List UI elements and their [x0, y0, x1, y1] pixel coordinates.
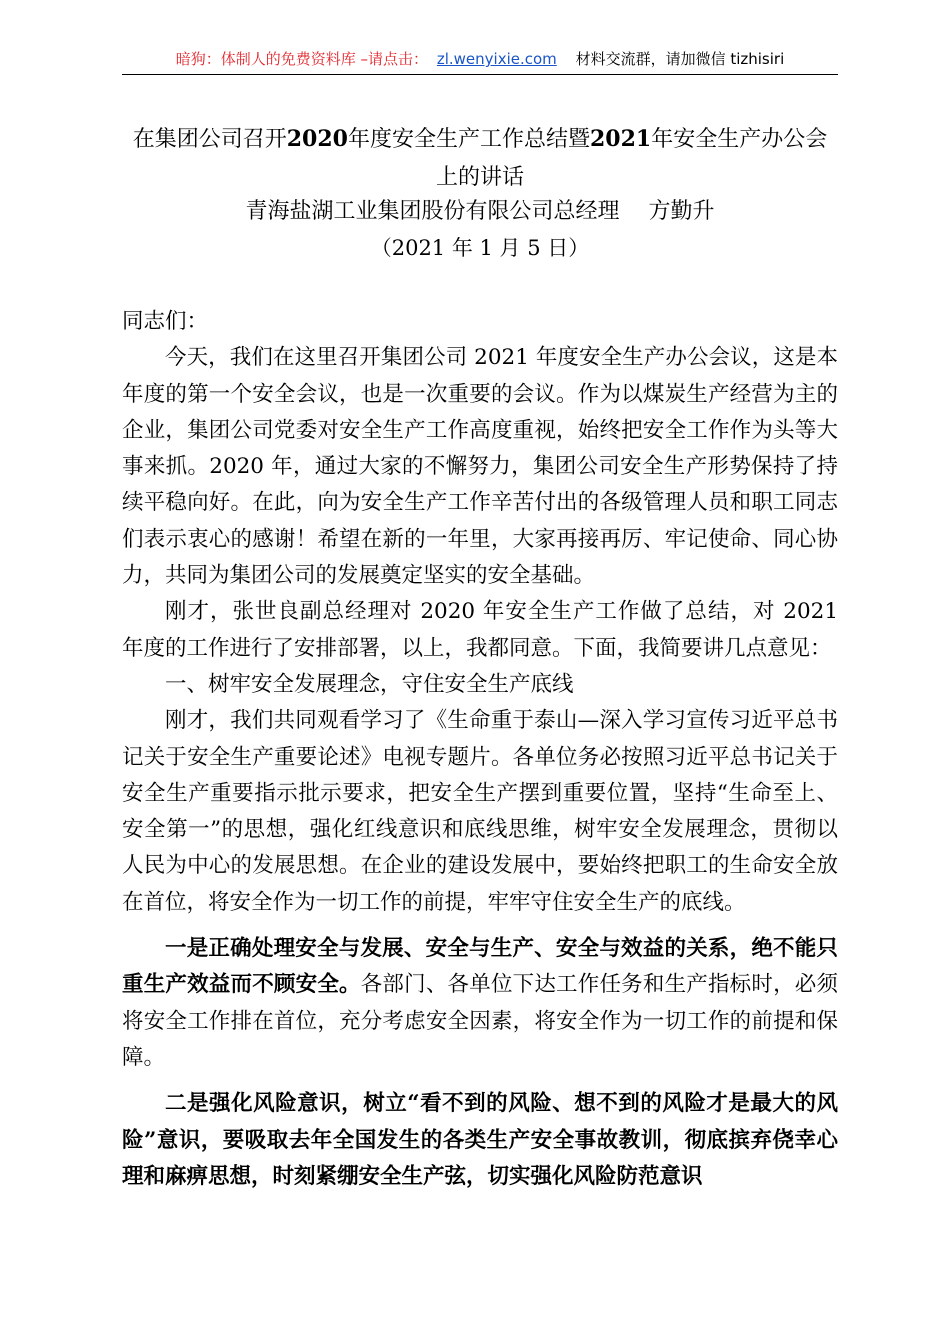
- paragraph-overview: 刚才，张世良副总经理对 2020 年安全生产工作做了总结，对 2021 年度的工作进行了安排部署，以上，我都同意。下面，我简要讲几点意见：: [122, 599, 838, 661]
- section-heading-1: 一、树牢安全发展理念，守住安全生产底线: [165, 671, 574, 697]
- header-group-text: 材料交流群，请加微信 tizhisiri: [575, 50, 785, 68]
- header-click-text: –请点击：: [360, 50, 429, 68]
- title-year-2020: 2020: [286, 126, 348, 152]
- author-byline: 青海盐湖工业集团股份有限公司总经理 方勤升: [245, 199, 715, 224]
- point-1-lead: 一是正确处理安全与发展、安全与生产、安全与效益的关系，绝不能只重生产效益而不顾安全。: [122, 936, 838, 998]
- header-site-name: 暗狗：体制人的免费资料库: [175, 50, 356, 68]
- document-body: [122, 304, 838, 1195]
- title-year-2021: 2021: [590, 126, 652, 152]
- page-header: [122, 44, 838, 75]
- header-link[interactable]: zl.wenyixie.com: [436, 50, 557, 68]
- paragraph-point-1: [122, 931, 838, 1076]
- salutation: 同志们：: [122, 309, 209, 334]
- speech-date: （2021 年 1 月 5 日）: [370, 236, 590, 260]
- paragraph-section1-body: 刚才，我们共同观看学习了《生命重于泰山—深入学习宣传习近平总书记关于安全生产重要论述》电视专题片。各单位务必按照习近平总书记关于安全生产重要指示批示要求，把安全生产摆到重要位置，坚持“生命至上、安全第一”的思想，强化红线意识和底线思维，树牢安全发展理念，贯彻以人民为中心的发展思想。在企业的建设发展中，要始终把职工的生命安全放在首位，将安全作为一切工作的前提，牢牢守住安全生产的底线。: [122, 708, 838, 915]
- document-title: 在集团公司召开2020年度安全生产工作总结暨2021年安全生产办公会上的讲话: [132, 126, 828, 190]
- point-1-body: 各部门、各单位下达工作任务和生产指标时，必须将安全工作排在首位，充分考虑安全因素，将安全作为一切工作的前提和保障。: [122, 972, 838, 1070]
- paragraph-point-2: 二是强化风险意识，树立“看不到的风险、想不到的风险才是最大的风险”意识，要吸取去年全国发生的各类生产安全事故教训，彻底摈弃侥幸心理和麻痹思想，时刻紧绷安全生产弦，切实强化风险防范意识: [122, 1091, 838, 1189]
- paragraph-intro: 今天，我们在这里召开集团公司 2021 年度安全生产办公会议，这是本年度的第一个安全会议，也是一次重要的会议。作为以煤炭生产经营为主的企业，集团公司党委对安全生产工作高度重视，始终把安全工作作为头等大事来抓。2020 年，通过大家的不懈努力，集团公司安全生产形势保持了持续平稳向好。在此，向为安全生产工作辛苦付出的各级管理人员和职工同志们表示衷心的感谢！希望在新的一年里，大家再接再厉、牢记使命、同心协力，共同为集团公司的发展奠定坚实的安全基础。: [122, 345, 838, 589]
